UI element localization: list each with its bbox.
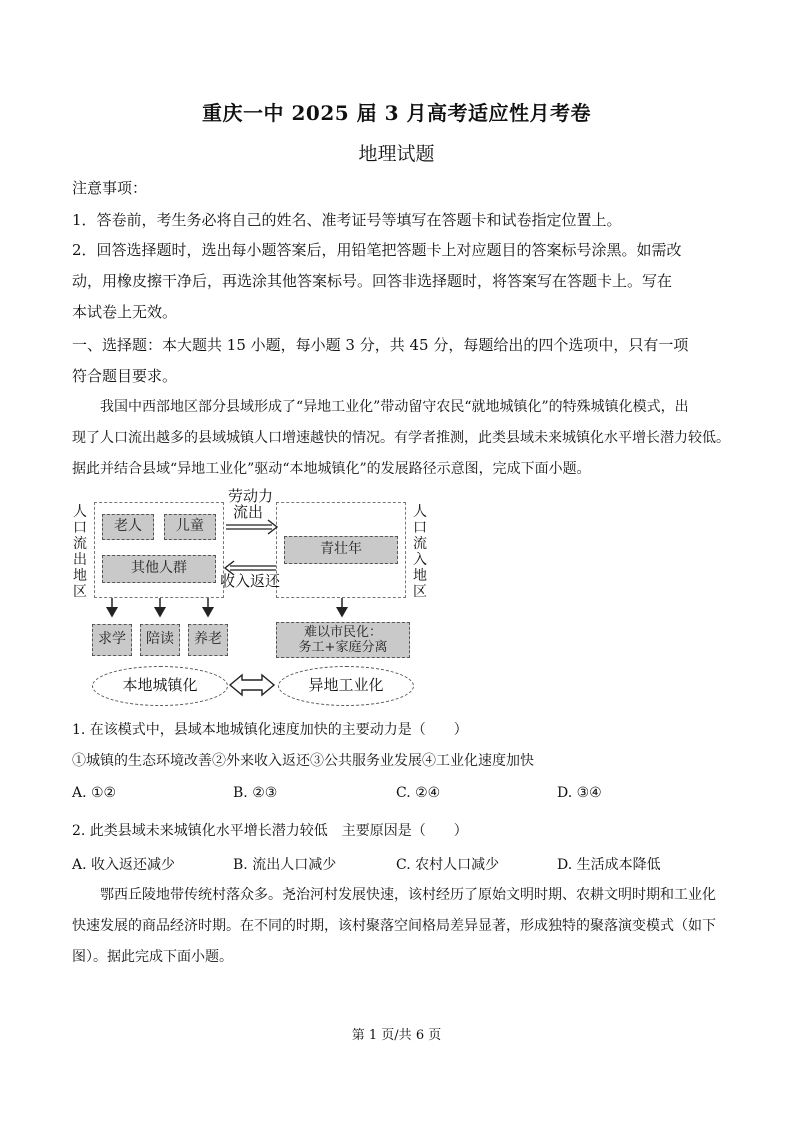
accompany-study-box: 陪读 [140,624,180,656]
passage-1-line-3: 据此并结合县域“异地工业化”驱动“本地城镇化”的发展路径示意图，完成下面小题。 [72,461,591,477]
remote-industrialization-oval: 异地工业化 [278,666,414,706]
subject-title: 地理试题 [358,143,435,165]
question-1-option-a[interactable]: A. ①② [72,785,117,801]
hard-to-urbanize-box [276,622,410,658]
section-heading-line-2: 符合题目要求。 [72,367,178,385]
retirement-box: 养老 [188,624,228,656]
exam-title: 重庆一中 2025 届 3 月高考适应性月考卷 [202,101,591,125]
question-2-option-d[interactable]: D. 生活成本降低 [557,857,661,873]
question-2-option-b[interactable]: B. 流出人口减少 [233,857,337,873]
question-1-stem: 1. 在该模式中，县域本地城镇化速度加快的主要动力是（ ） [72,722,468,738]
urbanization-path-diagram [70,487,432,708]
study-box: 求学 [92,624,132,656]
outflow-region-label: 人口流出地区 [73,504,87,600]
hard-to-urbanize-line-1: 难以市民化： [303,625,382,640]
notice-item-2-line-3: 本试卷上无效。 [72,303,178,321]
question-1-option-d[interactable]: D. ③④ [557,785,602,801]
passage-2-line-1: 鄂西丘陵地带传统村落众多。尧治河村发展快速，该村经历了原始文明时期、农耕文明时期和工业化 [100,887,716,903]
passage-2-line-3: 图）。据此完成下面小题。 [72,949,233,965]
inflow-region-label: 人口流入地区 [413,504,427,600]
question-2-stem: 2. 此类县域未来城镇化水平增长潜力较低 主要原因是（ ） [72,823,468,839]
question-1-option-c[interactable]: C. ②④ [396,785,441,801]
passage-1-line-2: 现了人口流出越多的县域城镇人口增速越快的情况。有学者推测，此类县域未来城镇化水平增长潜力较低。 [72,430,730,446]
income-return-label: 收入返还 [220,572,281,590]
children-box: 儿童 [164,514,216,540]
local-urbanization-oval: 本地城镇化 [92,666,228,706]
elderly-box: 老人 [102,514,154,540]
question-2-option-c[interactable]: C. 农村人口减少 [396,857,500,873]
labor-outflow-label-1: 劳动力 [228,487,274,505]
question-1-statements: ①城镇的生态环境改善②外来收入返还③公共服务业发展④工业化速度加快 [72,753,534,769]
notice-item-2-line-1: 2．回答选择题时，选出每小题答案后，用铅笔把答题卡上对应题目的答案标号涂黑。如需改 [72,241,682,259]
notice-heading: 注意事项： [72,179,148,197]
page-number: 第 1 页/共 6 页 [351,1028,442,1043]
youth-box: 青壮年 [284,536,398,564]
question-1-option-b[interactable]: B. ②③ [233,785,278,801]
labor-outflow-label-2: 流出 [233,503,264,521]
notice-item-2-line-2: 动，用橡皮擦干净后，再选涂其他答案标号。回答非选择题时，将答案写在答题卡上。写在 [72,272,673,290]
passage-1-line-1: 我国中西部地区部分县域形成了“异地工业化”带动留守农民“就地城镇化”的特殊城镇化模式，出 [100,399,689,415]
section-heading-line-1: 一、选择题：本大题共 15 小题，每小题 3 分，共 45 分，每题给出的四个选项中，只有一项 [72,336,689,354]
passage-2-line-2: 快速发展的商品经济时期。在不同的时期，该村聚落空间格局差异显著，形成独特的聚落演变模式（如下 [72,918,716,934]
question-2-option-a[interactable]: A. 收入返还减少 [72,857,176,873]
other-people-box: 其他人群 [102,555,216,583]
notice-item-1: 1．答卷前，考生务必将自己的姓名、准考证号等填写在答题卡和试卷指定位置上。 [72,211,622,229]
hard-to-urbanize-line-2: 务工+家庭分离 [298,640,388,655]
